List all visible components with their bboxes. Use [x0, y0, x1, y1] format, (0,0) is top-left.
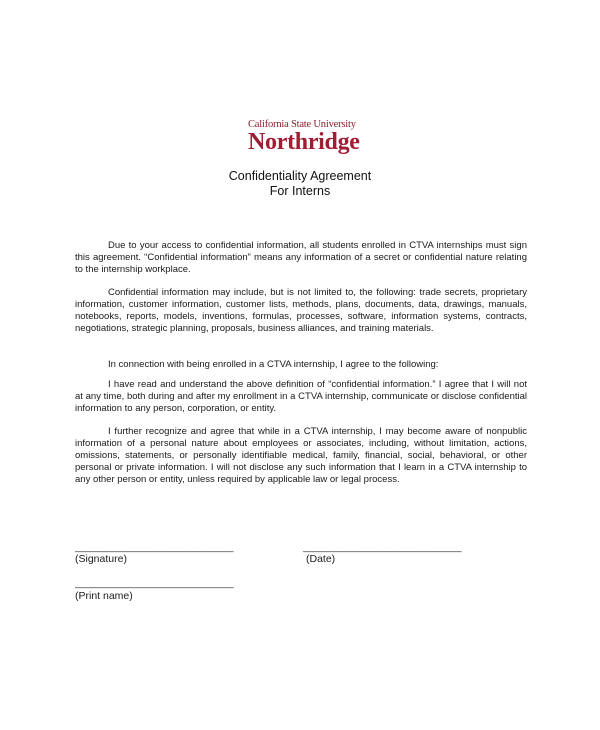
document-title: Confidentiality Agreement: [228, 169, 372, 183]
paragraph-personal-information: I further recognize and agree that while in a CTVA internship, I may become aware of nonpublic information of a personal nature about employees or associates, including, without limitation, actions, omissions, statements, or personally identifiable medical, family, financial, social, behavioral, or other personal or private information. I will not disclose any such information that I learn in a CTVA internship to any other person or entity, unless required by applicable law or legal process.: [75, 426, 527, 485]
paragraph-agreement-intro: In connection with being enrolled in a CTVA internship, I agree to the following:: [108, 359, 439, 370]
print-name-line: ______________________________: [75, 578, 234, 589]
signature-label: (Signature): [75, 553, 127, 565]
paragraph-access-notice: Due to your access to confidential information, all students enrolled in CTVA internships must sign this agreement. “Confidential information” means any information of a secret or confidential nature relating to the internship workplace.: [75, 240, 527, 275]
date-label: (Date): [306, 553, 336, 565]
logo-university-text: California State University: [248, 119, 356, 130]
signature-line: ______________________________: [75, 542, 234, 553]
document-subtitle: For Interns: [269, 184, 331, 198]
paragraph-nondisclosure: I have read and understand the above definition of “confidential information.” I agree that I will not at any time, both during and after my enrollment in a CTVA internship, communicate or disclose confidential information to any person, corporation, or entity.: [75, 379, 527, 414]
paragraph-definition: Confidential information may include, but is not limited to, the following: trade secrets, proprietary information, customer information, customer lists, methods, plans, documents, data, drawings, manuals, notebooks, reports, models, inventions, formulas, processes, software, information systems, contracts, negotiations, strategic planning, proposals, business alliances, and training materials.: [75, 287, 527, 334]
logo-campus-text: Northridge: [248, 129, 360, 155]
date-line: ______________________________: [303, 542, 462, 553]
university-logo: [248, 119, 368, 153]
print-name-label: (Print name): [75, 590, 133, 602]
